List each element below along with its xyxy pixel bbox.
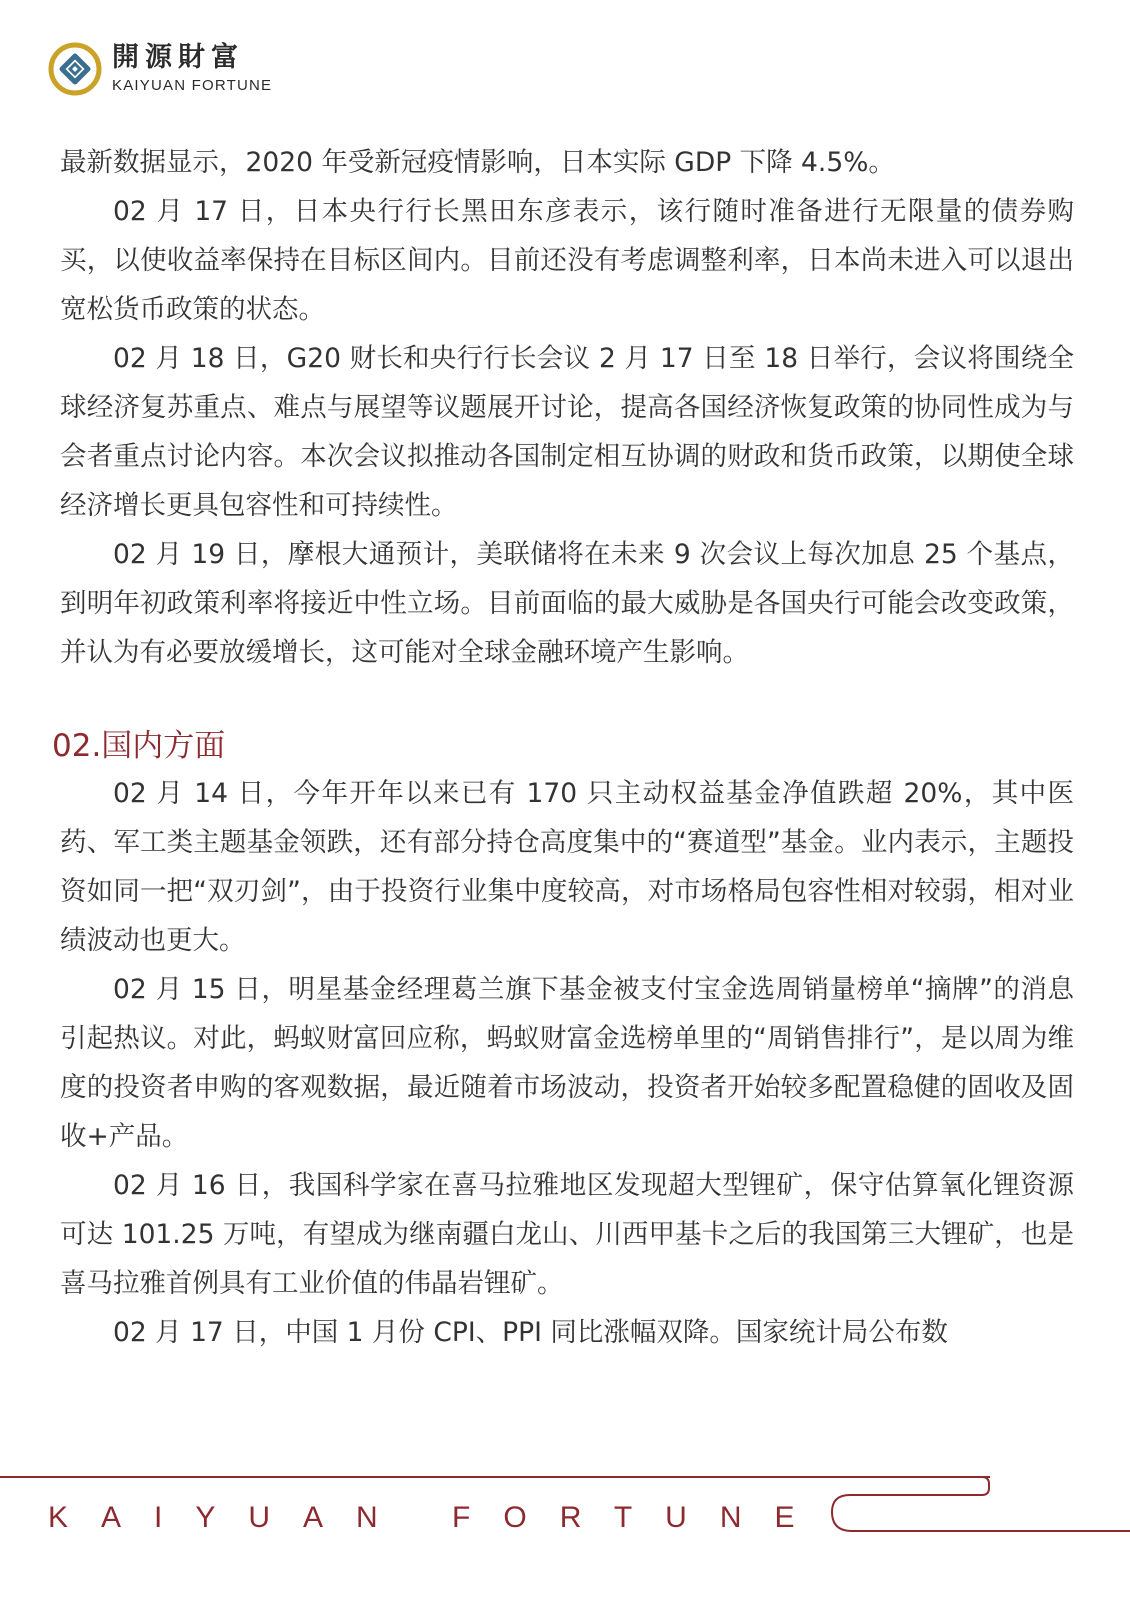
- footer-brand-text: KAIYUAN FORTUNE: [48, 1501, 828, 1534]
- paragraph-boj: 02 月 17 日，日本央行行长黑田东彦表示，该行随时准备进行无限量的债券购买，以使收益率保持在目标区间内。目前还没有考虑调整利率，日本尚未进入可以退出宽松货币政策的状态。: [60, 196, 1074, 325]
- logo-chinese-name: 開源財富: [112, 42, 244, 73]
- paragraph-g20: 02 月 18 日，G20 财长和央行行长会议 2 月 17 日至 18 日举行，会议将围绕全球经济复苏重点、难点与展望等议题展开讨论，提高各国经济恢复政策的协同性成为与会者重点讨论内容。本次会议拟推动各国制定相互协调的财政和货币政策，以期使全球经济增长更具包容性和可持续性。: [60, 343, 1074, 521]
- footer-hook-decoration: [830, 1476, 990, 1532]
- paragraph-cpi: 02 月 17 日，中国 1 月份 CPI、PPI 同比涨幅双降。国家统计局公布数: [113, 1317, 948, 1348]
- footer-divider-right: [860, 1530, 1130, 1532]
- paragraph-jpmorgan: 02 月 19 日，摩根大通预计，美联储将在未来 9 次会议上每次加息 25 个基点，到明年初政策利率将接近中性立场。目前面临的最大威胁是各国央行可能会改变政策，并认为有必要放缓增长，这可能对全球金融环境产生影响。: [60, 539, 1074, 668]
- logo-text: [112, 42, 272, 96]
- paragraph-alipay: 02 月 15 日，明星基金经理葛兰旗下基金被支付宝金选周销量榜单“摘牌”的消息引起热议。对此，蚂蚁财富回应称，蚂蚁财富金选榜单里的“周销售排行”，是以周为维度的投资者申购的客观数据，最近随着市场波动，投资者开始较多配置稳健的固收及固收+产品。: [60, 974, 1074, 1152]
- article-body: [52, 138, 1074, 1357]
- paragraph-funds: 02 月 14 日，今年开年以来已有 170 只主动权益基金净值跌超 20%，其中医药、军工类主题基金领跌，还有部分持仓高度集中的“赛道型”基金。业内表示，主题投资如同一把“双刃剑”，由于投资行业集中度较高，对市场格局包容性相对较弱，相对业绩波动也更大。: [60, 778, 1074, 956]
- logo-english-name: KAIYUAN FORTUNE: [112, 77, 273, 94]
- header-logo: [48, 42, 272, 96]
- paragraph-lithium: 02 月 16 日，我国科学家在喜马拉雅地区发现超大型锂矿，保守估算氧化锂资源可达 101.25 万吨，有望成为继南疆白龙山、川西甲基卡之后的我国第三大锂矿，也是喜马拉雅首例具有工业价值的伟晶岩锂矿。: [60, 1170, 1074, 1299]
- kaiyuan-logo-icon: [48, 42, 102, 96]
- section-heading-domestic: 02.国内方面: [52, 728, 226, 764]
- paragraph-gdp: 最新数据显示，2020 年受新冠疫情影响，日本实际 GDP 下降 4.5%。: [60, 147, 895, 178]
